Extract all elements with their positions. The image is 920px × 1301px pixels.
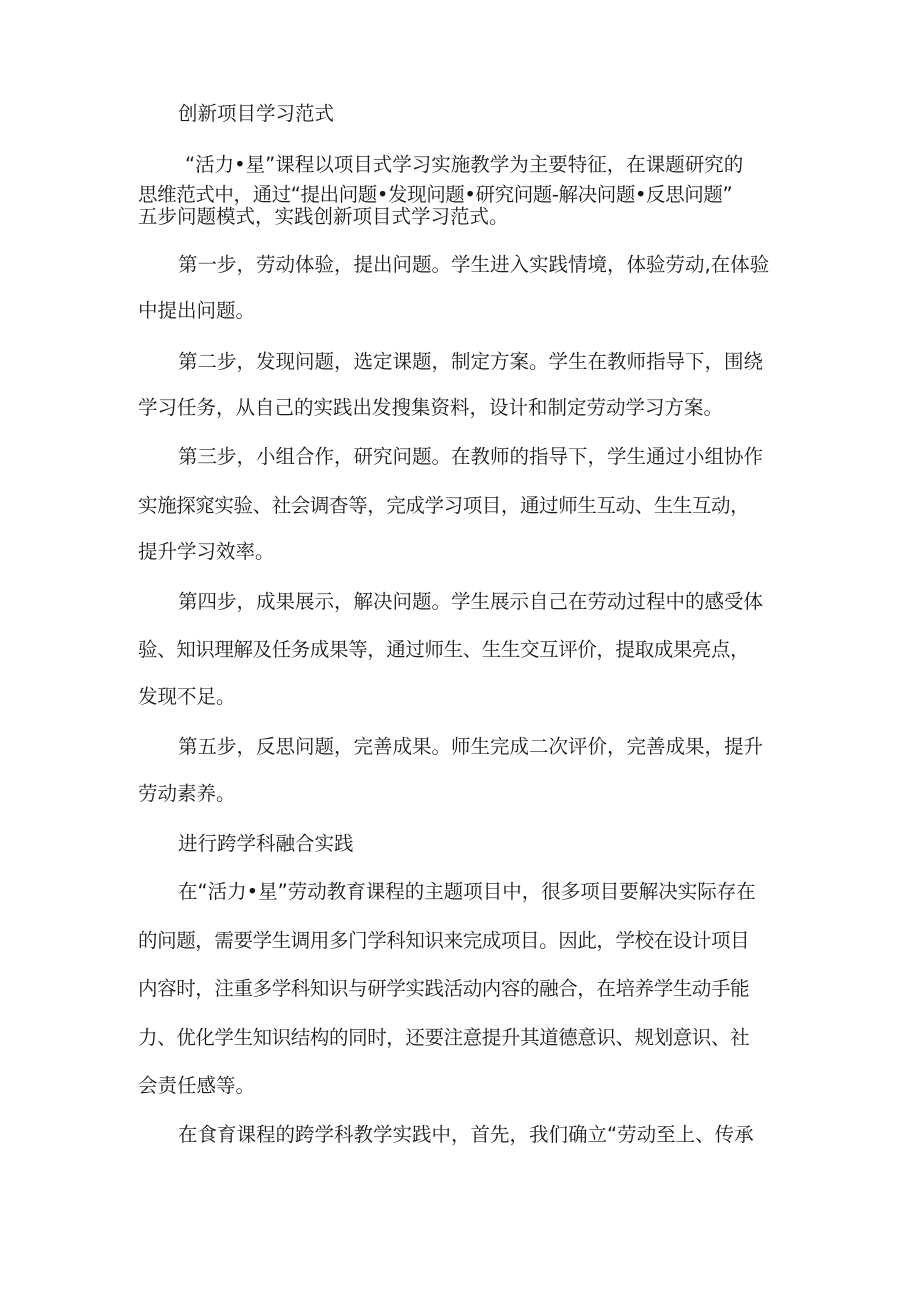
paragraph-line: 的问题，需要学生调用多门学科知识来完成项目。因此，学校在设计项目 xyxy=(138,929,750,952)
paragraph-line: 第二步，发现问题，选定课题，制定方案。学生在教师指导下，围绕 xyxy=(178,350,764,373)
section-heading-interdisciplinary: 进行跨学科融合实践 xyxy=(178,832,354,855)
paragraph-line: 思维范式中，通过“提出问题•发现问题•研究问题-解决问题•反思问题” xyxy=(138,183,733,206)
paragraph-line: “活力•星”课程以项目式学习实施教学为主要特征，在课题研究的 xyxy=(185,153,744,176)
paragraph-line: 五步问题模式，实践创新项目式学习范式。 xyxy=(138,205,509,228)
paragraph-line: 验、知识理解及任务成果等，通过师生、生生交互评价，提取成果亮点， xyxy=(138,638,750,661)
paragraph-line: 第三步，小组合作，研究问题。在教师的指导下，学生通过小组协作 xyxy=(178,445,764,468)
paragraph-line: 发现不足。 xyxy=(138,685,236,708)
paragraph-line: 第四步，成果展示，解决问题。学生展示自己在劳动过程中的感受体 xyxy=(178,590,764,613)
paragraph-line: 劳动素养。 xyxy=(138,782,236,805)
paragraph-line: 会责任感等。 xyxy=(138,1074,256,1097)
paragraph-line: 力、优化学生知识结构的同时，还要注意提升其道德意识、规划意识、社 xyxy=(138,1026,750,1049)
paragraph-line: 提升学习效率。 xyxy=(138,540,275,563)
paragraph-line: 中提出问题。 xyxy=(138,299,256,322)
paragraph-line: 在“活力•星”劳动教育课程的主题项目中，很多项目要解决实际存在 xyxy=(178,880,756,903)
section-heading-innovation: 创新项目学习范式 xyxy=(178,102,335,125)
paragraph-line: 学习任务，从自己的实践出发搜集资料，设计和制定劳动学习方案。 xyxy=(138,396,724,419)
paragraph-line: 实施探窕实验、社会调杳等，完成学习项目，通过师生互动、生生互动， xyxy=(138,494,750,517)
paragraph-line: 第一步，劳动体验，提出问题。学生进入实践情境，体验劳动,在体验 xyxy=(178,253,770,276)
paragraph-line: 在食育课程的跨学科教学实践中，首先，我们确立“劳动至上、传承 xyxy=(178,1123,754,1146)
paragraph-line: 内容时，注重多学科知识与研学实践活动内容的融合，在培养学生动手能 xyxy=(138,977,750,1000)
paragraph-line: 第五步，反思问题，完善成果。师生完成二次评价，完善成果，提升 xyxy=(178,735,764,758)
